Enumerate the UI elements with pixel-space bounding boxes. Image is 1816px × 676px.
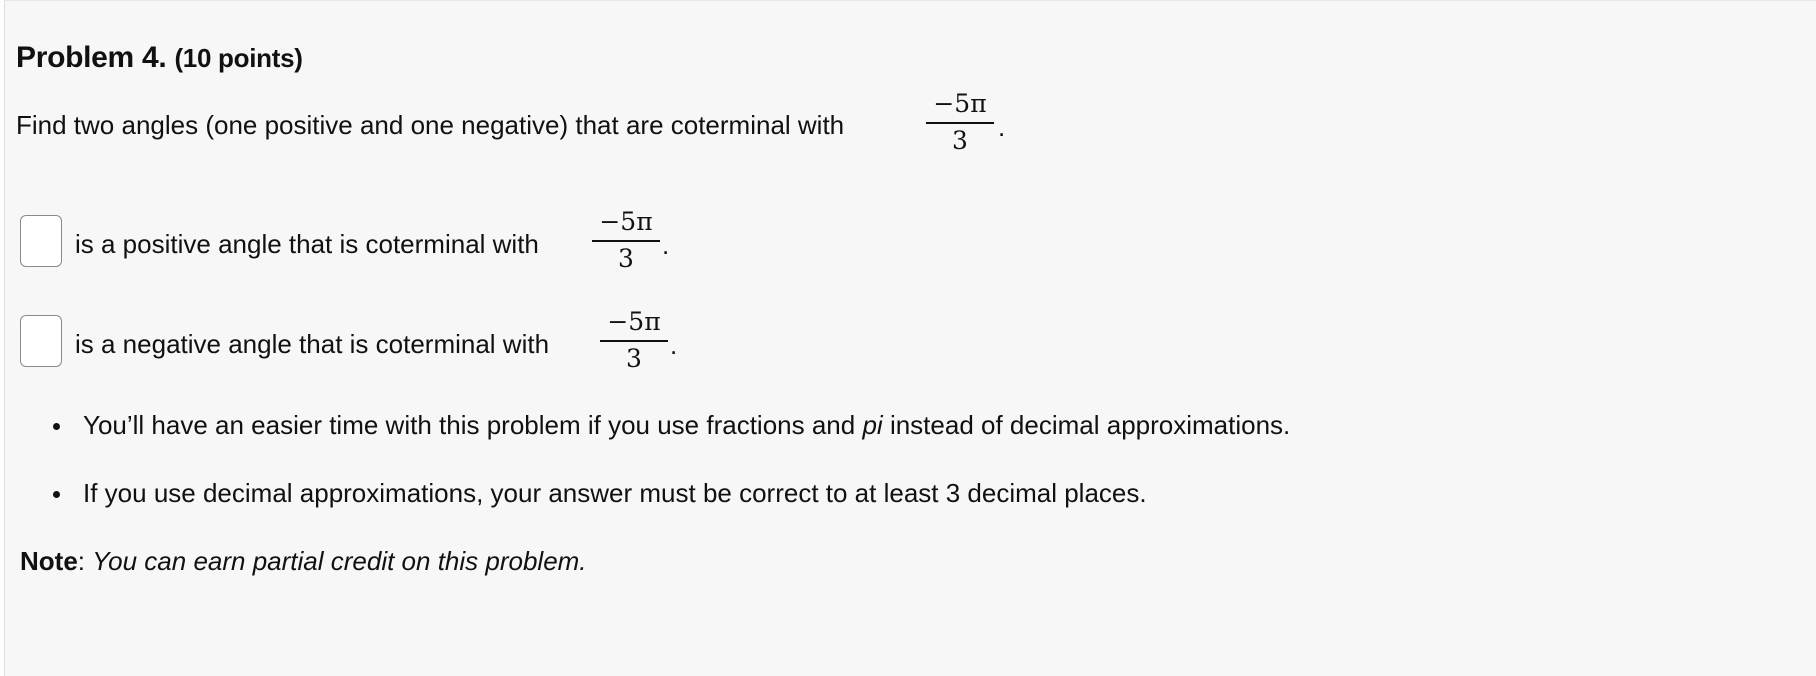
question-fraction (924, 86, 996, 160)
problem-number: Problem 4. (16, 41, 167, 74)
hint-fractions-start: You’ll have an easier time with this problem if you use fractions and (83, 410, 863, 440)
negative-angle-period: . (670, 330, 678, 360)
problem-points: (10 points) (174, 43, 303, 73)
bullet-dot (53, 491, 60, 498)
hint-pi: pi (862, 410, 883, 440)
problem-title (16, 41, 303, 75)
fraction-numerator: −5π (933, 89, 987, 118)
fraction-numerator: −5π (607, 307, 661, 336)
bullet-dot (53, 423, 60, 430)
hint-fractions (83, 410, 1290, 441)
negative-angle-label: is a negative angle that is coterminal with (75, 329, 550, 359)
positive-angle-period: . (662, 230, 670, 260)
fraction-denominator: 3 (618, 244, 634, 273)
note-label: Note (20, 546, 78, 576)
positive-angle-fraction (590, 204, 662, 278)
fraction-numerator: −5π (599, 207, 653, 236)
partial-credit-note (20, 546, 587, 577)
note-text: You can earn partial credit on this problem. (92, 546, 587, 576)
hint-decimals: If you use decimal approximations, your answer must be correct to at least 3 decimal places. (83, 478, 1147, 508)
negative-angle-fraction (598, 304, 670, 378)
positive-angle-label: is a positive angle that is coterminal with (75, 229, 539, 259)
negative-angle-input[interactable] (20, 315, 62, 367)
question-text: Find two angles (one positive and one negative) that are coterminal with (16, 110, 845, 140)
note-colon: : (77, 546, 86, 576)
hint-fractions-end: instead of decimal approximations. (882, 410, 1291, 440)
fraction-denominator: 3 (626, 344, 642, 373)
positive-angle-input[interactable] (20, 215, 62, 267)
fraction-denominator: 3 (952, 126, 968, 155)
question-period: . (998, 112, 1006, 142)
